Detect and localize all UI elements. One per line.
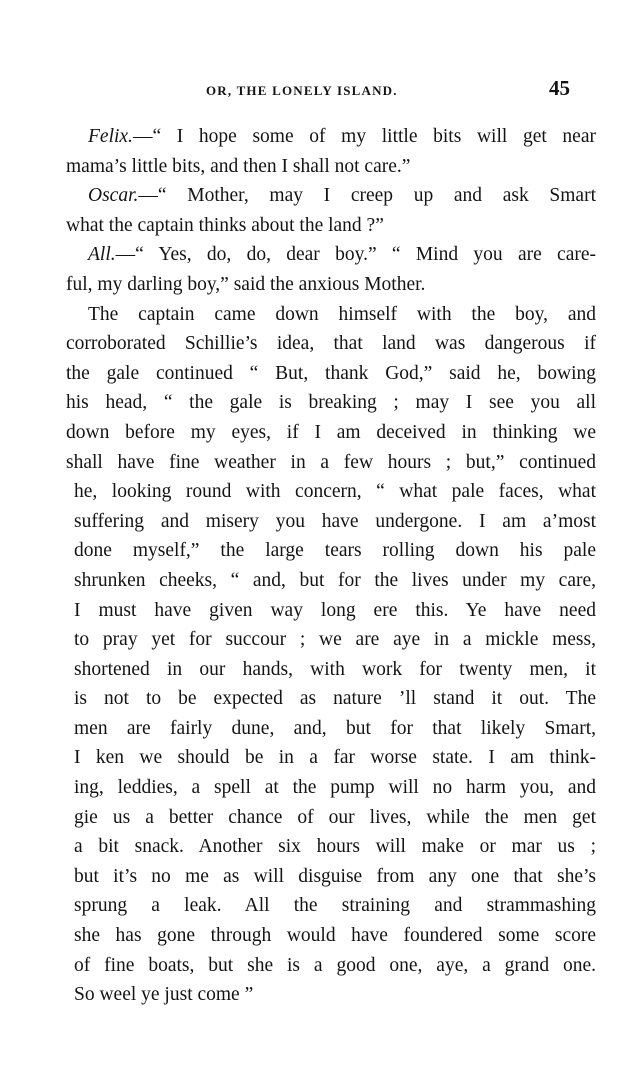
text-line xyxy=(66,891,596,921)
line-text: a bit snack. Another six hours will make or mar us ; xyxy=(74,836,596,858)
text-line xyxy=(66,803,596,833)
line-text: gie us a better chance of our lives, while the men get xyxy=(74,806,596,828)
text-line xyxy=(66,743,596,773)
text-line xyxy=(66,862,596,892)
text-line xyxy=(66,655,596,685)
line-text: to pray yet for succour ; we are aye in a mickle mess, xyxy=(74,629,596,651)
running-title: OR, THE LONELY ISLAND. xyxy=(206,83,398,98)
line-text: I must have given way long ere this. Ye have need xyxy=(74,599,596,621)
speaker-name: Oscar. xyxy=(88,185,139,207)
text-line xyxy=(66,122,596,152)
line-text: done myself,” the large tears rolling down his pale xyxy=(74,540,596,562)
text-line xyxy=(66,181,596,211)
text-line xyxy=(66,507,596,537)
line-text: shall have fine weather in a few hours ; but,” continued xyxy=(66,451,596,473)
text-line xyxy=(66,684,596,714)
speaker-name: Felix. xyxy=(88,126,133,147)
line-text: mama’s little bits, and then I shall not care.” xyxy=(66,155,411,177)
text-line xyxy=(66,714,596,744)
text-line xyxy=(66,240,596,270)
line-text: is not to be expected as nature ’ll stand it out. The xyxy=(74,688,596,710)
line-text: shrunken cheeks, “ and, but for the lives under my care, xyxy=(74,569,596,591)
text-line xyxy=(66,448,596,478)
line-text: but it’s no me as will disguise from any one that she’s xyxy=(74,865,596,887)
text-line xyxy=(66,388,596,418)
text-line xyxy=(66,980,596,1010)
line-text: ing, leddies, a spell at the pump will no harm you, and xyxy=(74,777,596,799)
text-line xyxy=(66,152,596,182)
text-line xyxy=(66,951,596,981)
line-text: sprung a leak. All the straining and strammashing xyxy=(74,895,596,917)
line-text: —“ Mother, may I creep up and ask Smart xyxy=(138,185,596,207)
line-text: what the captain thinks about the land ?” xyxy=(66,214,384,236)
line-text: down before my eyes, if I am deceived in thinking we xyxy=(66,421,596,443)
text-line xyxy=(66,211,596,241)
speaker-name: All. xyxy=(88,244,116,266)
line-text: ful, my darling boy,” said the anxious Mother. xyxy=(66,273,426,295)
line-text: corroborated Schillie’s idea, that land was dangerous if xyxy=(66,333,596,355)
line-text: suffering and misery you have undergone. I am a’most xyxy=(74,510,596,532)
line-text: I ken we should be in a far worse state. I am think- xyxy=(74,747,596,769)
text-line xyxy=(66,566,596,596)
line-text: —“ I hope some of my little bits will get near xyxy=(132,126,596,147)
line-text: The captain came down himself with the boy, and xyxy=(88,303,596,325)
line-text: of fine boats, but she is a good one, aye, a grand one. xyxy=(74,954,596,976)
text-line xyxy=(66,418,596,448)
line-text: —“ Yes, do, do, dear boy.” “ Mind you are care- xyxy=(115,244,596,266)
line-text: shortened in our hands, with work for twenty men, it xyxy=(74,658,596,680)
line-text: men are fairly dune, and, but for that likely Smart, xyxy=(74,717,596,739)
text-line xyxy=(66,596,596,626)
text-line xyxy=(66,773,596,803)
body-text xyxy=(66,122,596,1010)
text-line xyxy=(66,270,596,300)
line-text: his head, “ the gale is breaking ; may I see you all xyxy=(66,392,596,414)
page-number: 45 xyxy=(549,76,570,100)
text-line xyxy=(66,329,596,359)
line-text: he, looking round with concern, “ what pale faces, what xyxy=(74,481,596,503)
text-line xyxy=(66,625,596,655)
line-text: So weel ye just come ” xyxy=(74,984,254,1006)
text-line xyxy=(66,536,596,566)
text-line xyxy=(66,300,596,330)
line-text: she has gone through would have foundered some score xyxy=(74,925,596,947)
text-line xyxy=(66,832,596,862)
text-line xyxy=(66,359,596,389)
line-text: the gale continued “ But, thank God,” said he, bowing xyxy=(66,362,596,384)
text-line xyxy=(66,921,596,951)
text-line xyxy=(66,477,596,507)
